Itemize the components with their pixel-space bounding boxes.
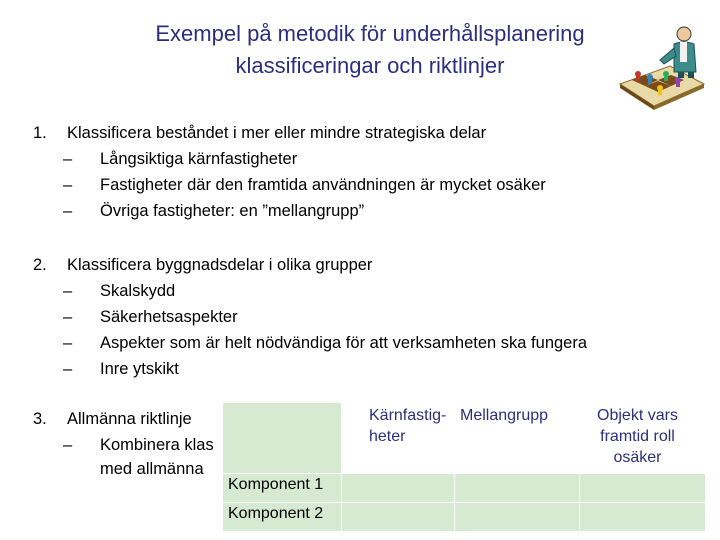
dash: – xyxy=(63,360,73,378)
dash: – xyxy=(63,150,73,168)
table-cell xyxy=(580,474,706,503)
chess-player-clipart-icon xyxy=(612,14,708,110)
table-cell xyxy=(455,503,580,532)
table-header-row xyxy=(223,403,706,474)
sub-item-text: Övriga fastigheter: en ”mellangrupp” xyxy=(100,202,365,220)
dash: – xyxy=(63,282,73,300)
title-line-1: Exempel på metodik för underhållsplanering xyxy=(155,21,585,46)
classification-table xyxy=(222,402,706,532)
list-number: 2. xyxy=(33,256,47,274)
table-cell xyxy=(455,474,580,503)
dash: – xyxy=(63,308,73,326)
sub-item-text: Skalskydd xyxy=(100,282,176,300)
table-cell xyxy=(580,503,706,532)
dash: – xyxy=(63,176,73,194)
title-line-2: klassificeringar och riktlinjer xyxy=(235,53,505,78)
header-karnfastigheter xyxy=(342,403,455,474)
header-mellangrupp: Mellangrupp xyxy=(455,403,580,474)
dash: – xyxy=(63,436,73,454)
header-text: Objekt vars framtid roll osäker xyxy=(597,407,678,466)
list-number: 1. xyxy=(33,124,47,142)
dash: – xyxy=(63,334,73,352)
sub-item-text: Inre ytskikt xyxy=(100,360,179,378)
row-label: Komponent 1 xyxy=(223,474,342,503)
table-cell xyxy=(342,503,455,532)
sub-item-text: Säkerhetsaspekter xyxy=(100,308,238,326)
sub-item-text: Långsiktiga kärnfastigheter xyxy=(100,150,298,168)
list-heading: Klassificera byggnadsdelar i olika grupper xyxy=(67,256,373,274)
list-heading: Allmänna riktlinje xyxy=(67,410,192,428)
header-text: Kärnfastig-heter xyxy=(369,407,447,445)
row-label: Komponent 2 xyxy=(223,503,342,532)
sub-item-text: Kombinera klas xyxy=(100,436,214,454)
dash: – xyxy=(63,202,73,220)
sub-item-text: Aspekter som är helt nödvändiga för att verksamheten ska fungera xyxy=(100,334,588,352)
table-row xyxy=(223,503,706,532)
slide-title xyxy=(100,18,640,82)
table-row xyxy=(223,474,706,503)
table-cell xyxy=(342,474,455,503)
sub-item-text: med allmänna xyxy=(100,460,204,478)
table-corner-cell xyxy=(223,403,342,474)
header-objekt xyxy=(580,403,706,474)
sub-item-text: Fastigheter där den framtida användningen är mycket osäker xyxy=(100,176,546,194)
list-number: 3. xyxy=(33,410,47,428)
list-heading: Klassificera beståndet i mer eller mindre strategiska delar xyxy=(67,124,487,142)
